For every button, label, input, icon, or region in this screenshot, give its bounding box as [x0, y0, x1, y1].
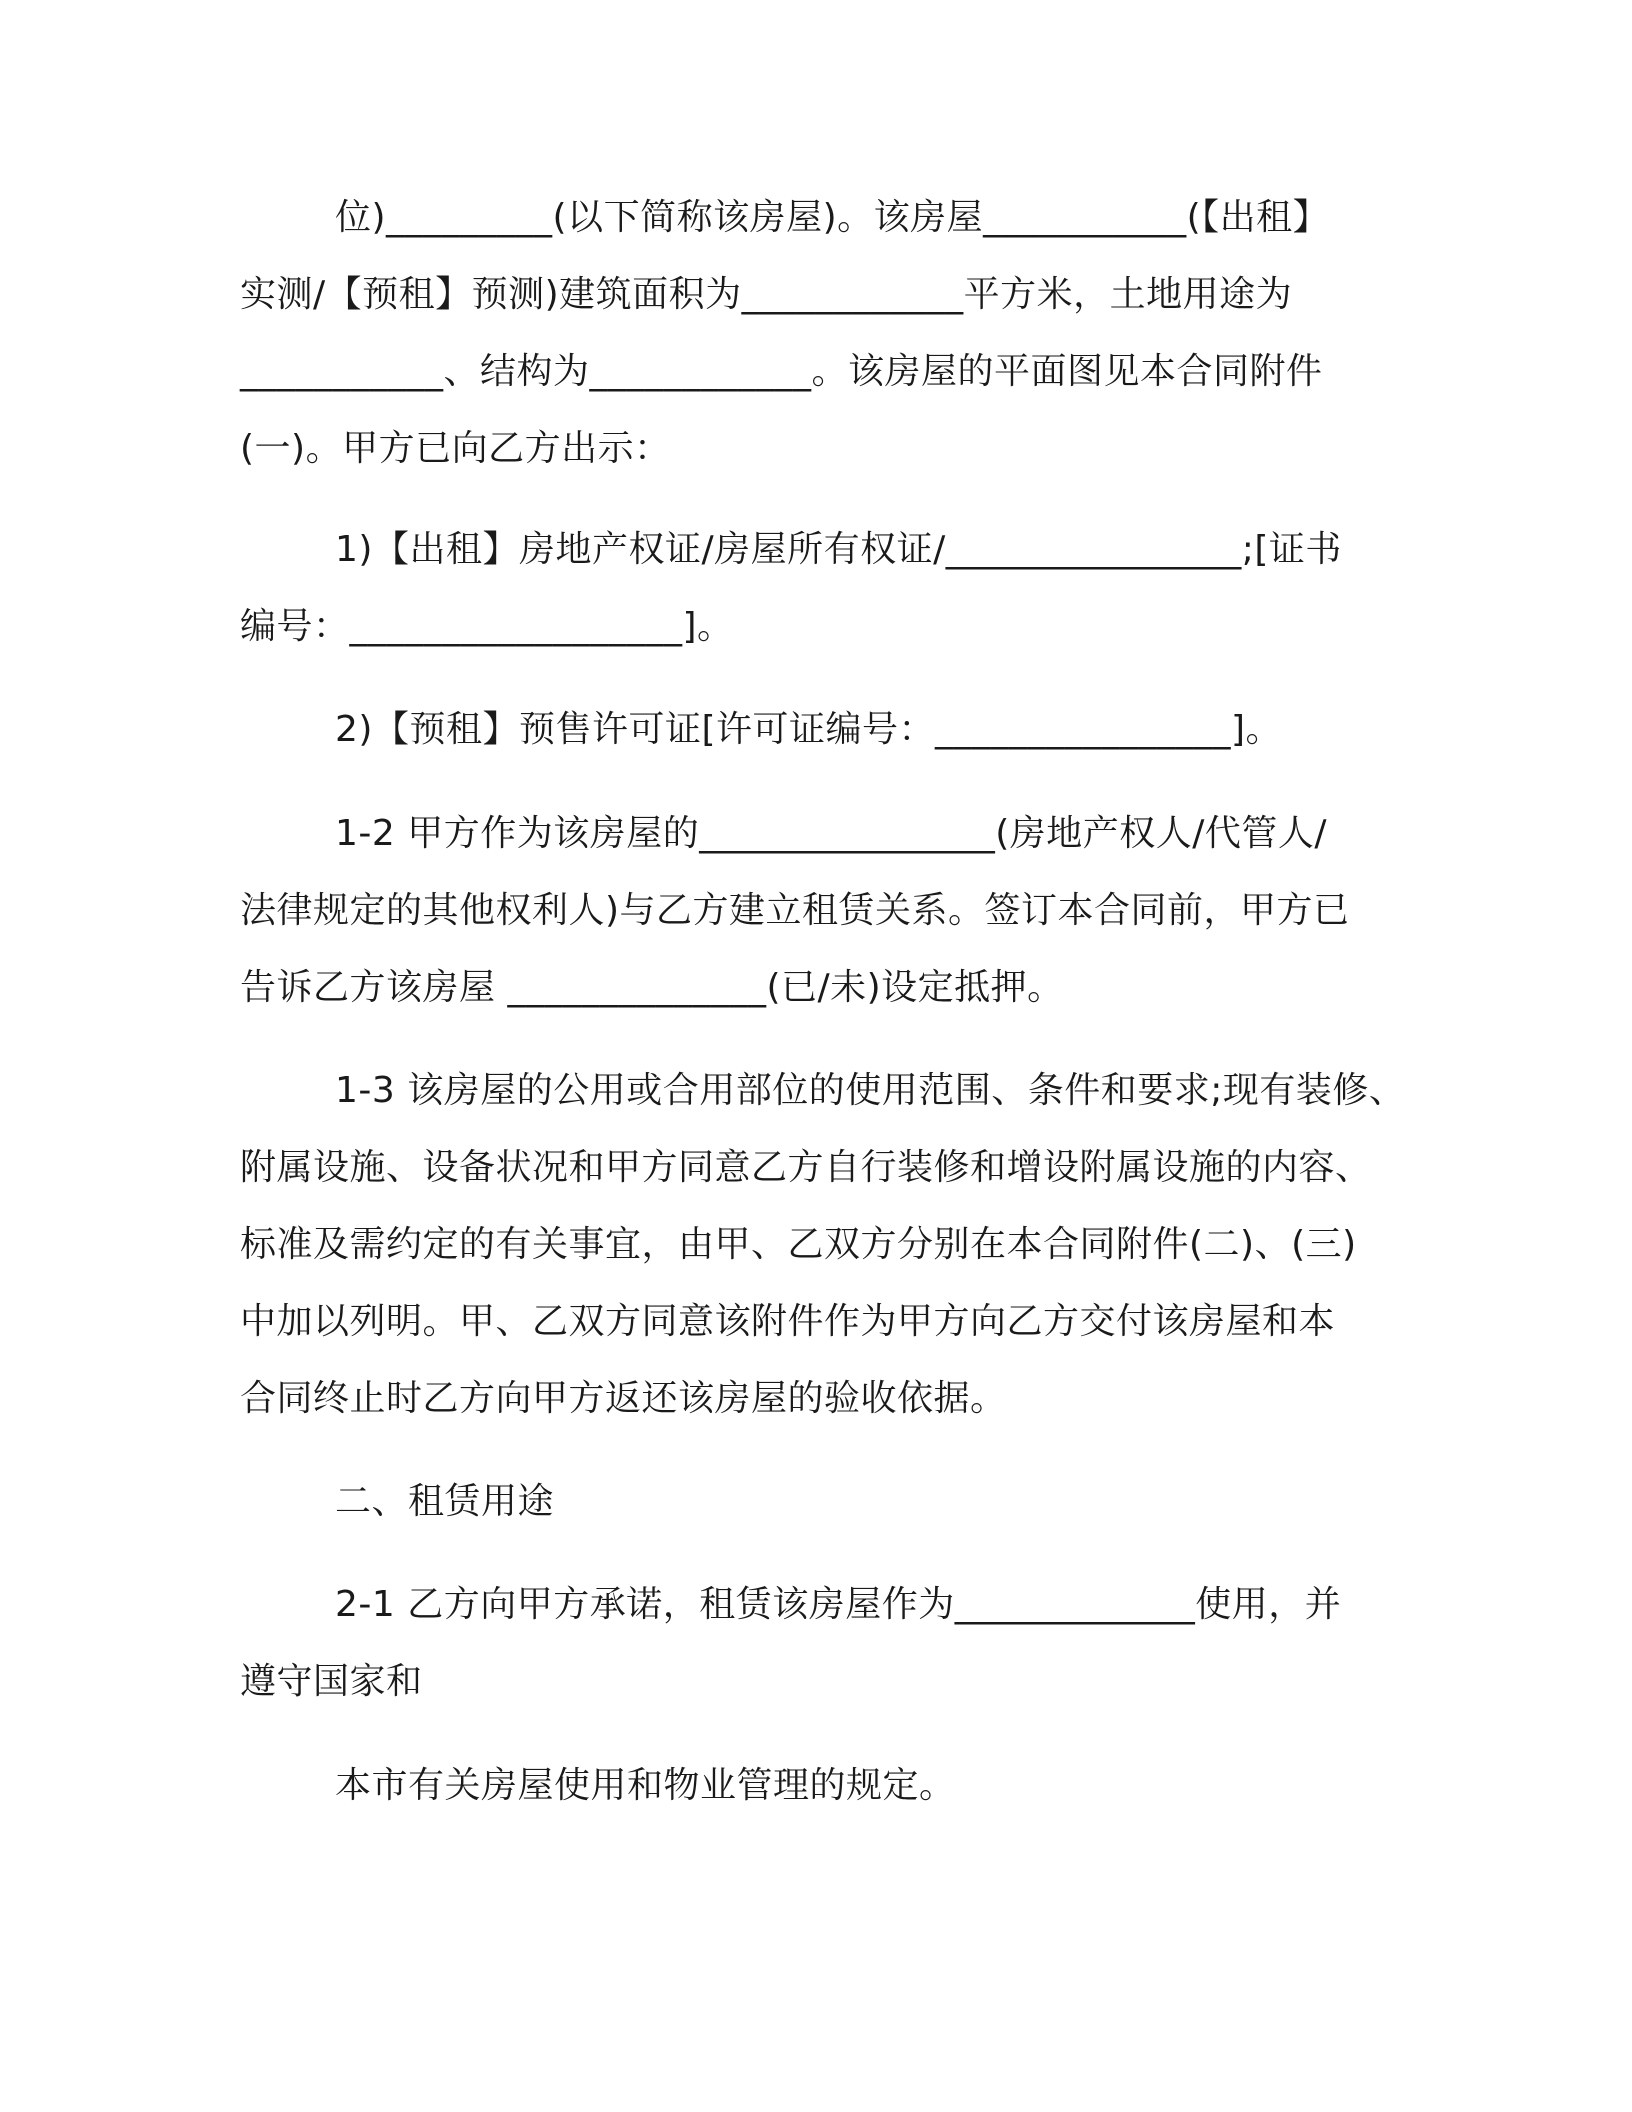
text-line: 2-1 乙方向甲方承诺，租赁该房屋作为_____________使用，并 [335, 1584, 1342, 1625]
text-line: 1-3 该房屋的公用或合用部位的使用范围、条件和要求;现有装修、 [335, 1070, 1406, 1111]
section-heading: 二、租赁用途 [335, 1481, 555, 1522]
text-line: (一)。甲方已向乙方出示： [240, 428, 671, 469]
text-line: 合同终止时乙方向甲方返还该房屋的验收依据。 [240, 1378, 1007, 1419]
text-line: 法律规定的其他权利人)与乙方建立租赁关系。签订本合同前，甲方已 [240, 890, 1350, 931]
text-line: 遵守国家和 [240, 1661, 423, 1702]
text-line: 实测/【预租】预测)建筑面积为____________平方米，土地用途为 [240, 274, 1293, 315]
text-line: 附属设施、设备状况和甲方同意乙方自行装修和增设附属设施的内容、 [240, 1147, 1372, 1188]
text-line: 2)【预租】预售许可证[许可证编号：________________]。 [335, 709, 1283, 750]
text-line: 编号：__________________]。 [240, 606, 734, 647]
text-line: 中加以列明。甲、乙双方同意该附件作为甲方向乙方交付该房屋和本 [240, 1301, 1336, 1342]
text-line: 1-2 甲方作为该房屋的________________(房地产权人/代管人/ [335, 813, 1328, 854]
text-line: 本市有关房屋使用和物业管理的规定。 [335, 1765, 956, 1806]
text-line: 位)_________(以下简称该房屋)。该房屋___________(【出租】 [335, 197, 1330, 238]
text-line: 告诉乙方该房屋 ______________(已/未)设定抵押。 [240, 967, 1064, 1008]
text-line: ___________、结构为____________。该房屋的平面图见本合同附件 [240, 351, 1323, 392]
text-line: 标准及需约定的有关事宜，由甲、乙双方分别在本合同附件(二)、(三) [240, 1224, 1357, 1265]
text-line: 1)【出租】房地产权证/房屋所有权证/________________;[证书 [335, 529, 1342, 570]
